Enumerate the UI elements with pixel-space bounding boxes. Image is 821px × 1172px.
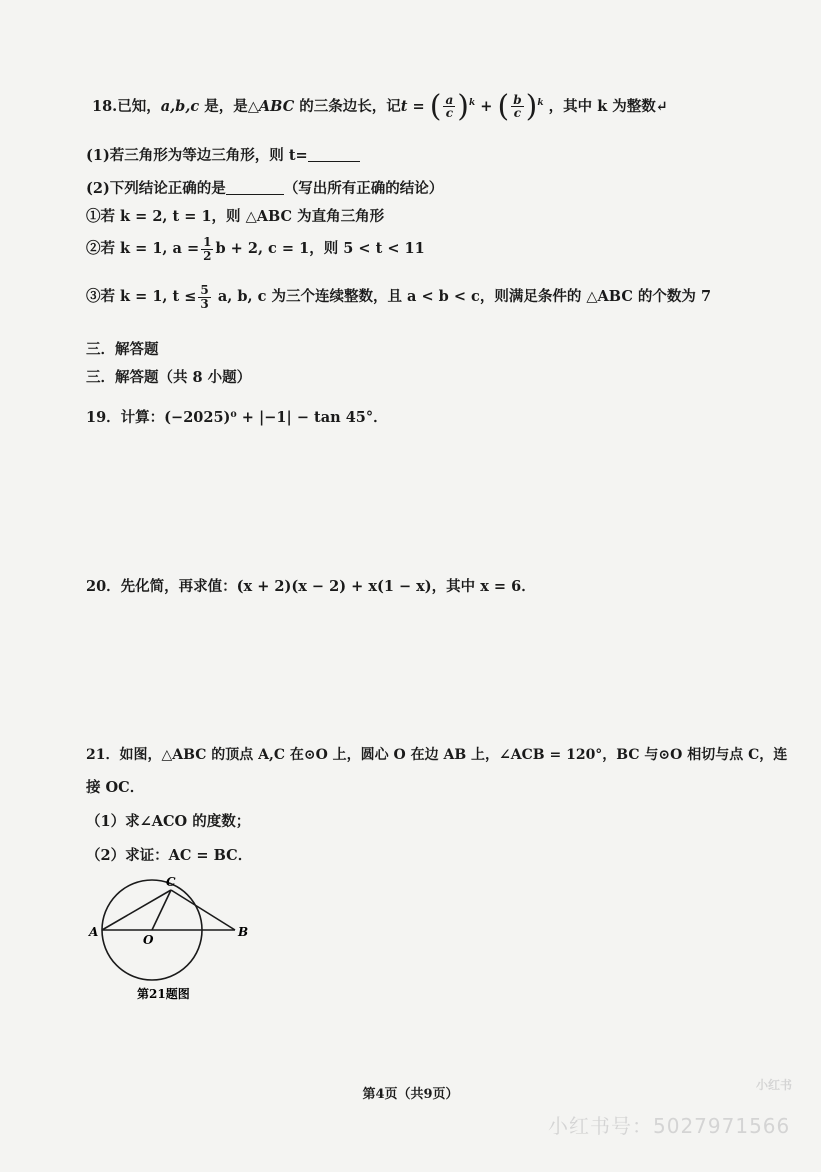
label-b: B: [238, 925, 249, 939]
q18-choice-3: ③若 k = 1, t ≤ $\frac{5}{3}$ a, b, c 为三个连续整数，且 a < b < c，则满足条件的 △ABC 的个数为 7: [86, 282, 712, 311]
q21-figure: [85, 872, 265, 1012]
frac-b-over-c: $\frac{b}{c}$: [513, 92, 522, 121]
section-heading: 三．解答题: [86, 341, 159, 358]
q18-part2: (2)下列结论正确的是 （写出所有正确的结论）: [86, 180, 444, 197]
q20: 20．先化简，再求值：(x + 2)(x − 2) + x(1 − x)，其中 x = 6．: [86, 578, 536, 595]
figure-caption: 第21题图: [137, 987, 190, 1001]
frac-one-half: $\frac{1}{2}$: [203, 234, 212, 263]
q21-stem-line2: 接 OC．: [86, 779, 145, 796]
segment-cb: [171, 890, 235, 930]
q19: 19．计算：(−2025)⁰ + |−1| − tan 45°．: [86, 409, 388, 426]
q21-part2: （2）求证：AC = BC．: [86, 847, 253, 864]
frac-five-thirds: $\frac{5}{3}$: [200, 282, 209, 311]
section-heading-count: 三．解答题（共 8 小题）: [86, 369, 252, 386]
frac-a-over-c: $\frac{a}{c}$: [445, 92, 454, 121]
q21-part1: （1）求∠ACO 的度数；: [86, 813, 251, 830]
label-o: O: [143, 933, 154, 947]
label-a: A: [89, 925, 99, 939]
answer-blank: [308, 161, 360, 162]
q18-stem: 18.已知，a,b,c 是，是△ABC 的三条边长，记t = ( $\frac{a}{c}$ )$^k$ + ( $\frac{b}{c}$ )$^k$ ，其中 k 为整数↵: [92, 88, 668, 124]
q21-stem-line1: 21．如图，△ABC 的顶点 A,C 在⊙O 上，圆心 O 在边 AB 上，∠ACB = 120°，BC 与⊙O 相切与点 C，连: [86, 747, 788, 763]
q18-choice-1: ①若 k = 2, t = 1，则 △ABC 为直角三角形: [86, 208, 385, 225]
answer-blank: [226, 194, 284, 195]
q18-choice-2: ②若 k = 1, a = $\frac{1}{2}$ b + 2, c = 1，则 5 < t < 11: [86, 234, 425, 263]
watermark-logo: 小红书: [756, 1078, 793, 1092]
page-footer: 第4页（共9页）: [362, 1087, 459, 1102]
label-c: C: [166, 875, 176, 889]
q18-part1: (1)若三角形为等边三角形，则 t=: [86, 149, 360, 164]
watermark-id: 小红书号：5027971566: [548, 1114, 791, 1138]
